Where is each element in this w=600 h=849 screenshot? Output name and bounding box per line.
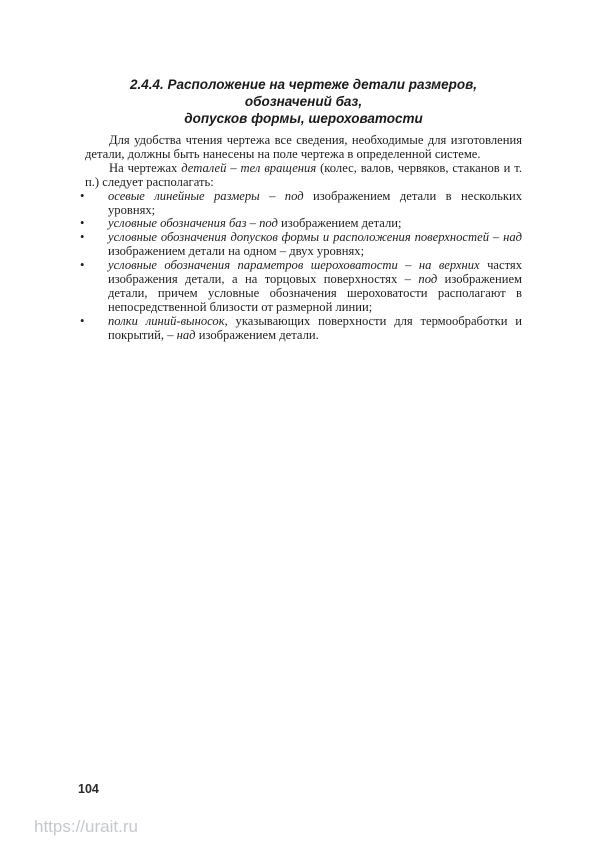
watermark-url: https://urait.ru (34, 817, 138, 836)
paragraph-intro: Для удобства чтения чертежа все сведения, необходимые для изготовления детали, должны быть нанесены на поле чертежа в определенной системе. (85, 133, 522, 161)
bullet-list (85, 190, 522, 343)
list-item-leader-lines: • полки линий-выносок, указывающих поверхности для термообработки и покрытий, – над изображением детали. (85, 315, 522, 343)
text-block (85, 76, 522, 343)
list-item-form-tolerances: • условные обозначения допусков формы и расположения поверхностей – над изображением детали на одном – двух уровнях; (85, 231, 522, 259)
list-item-datum-symbols: • условные обозначения баз – под изображением детали; (85, 217, 522, 231)
section-heading (85, 76, 522, 127)
section-heading-line-1: 2.4.4. Расположение на чертеже детали размеров, обозначений баз, (129, 77, 478, 109)
section-heading-line-2: допусков формы, шероховатости (184, 111, 423, 126)
list-item-axial-dimensions: • осевые линейные размеры – под изображением детали в нескольких уровнях; (85, 190, 522, 218)
list-item-roughness-parameters: • условные обозначения параметров шероховатости – на верхних частях изображения детали, а на торцовых поверхностях – под изображением детали, причем условные обозначения шероховатости располагают в непосредственной близости от размерной линии; (85, 259, 522, 315)
paragraph-lead-in: На чертежах деталей – тел вращения (колес, валов, червяков, стаканов и т. п.) следует располагать: (85, 160, 522, 189)
page-number: 104 (78, 782, 99, 796)
